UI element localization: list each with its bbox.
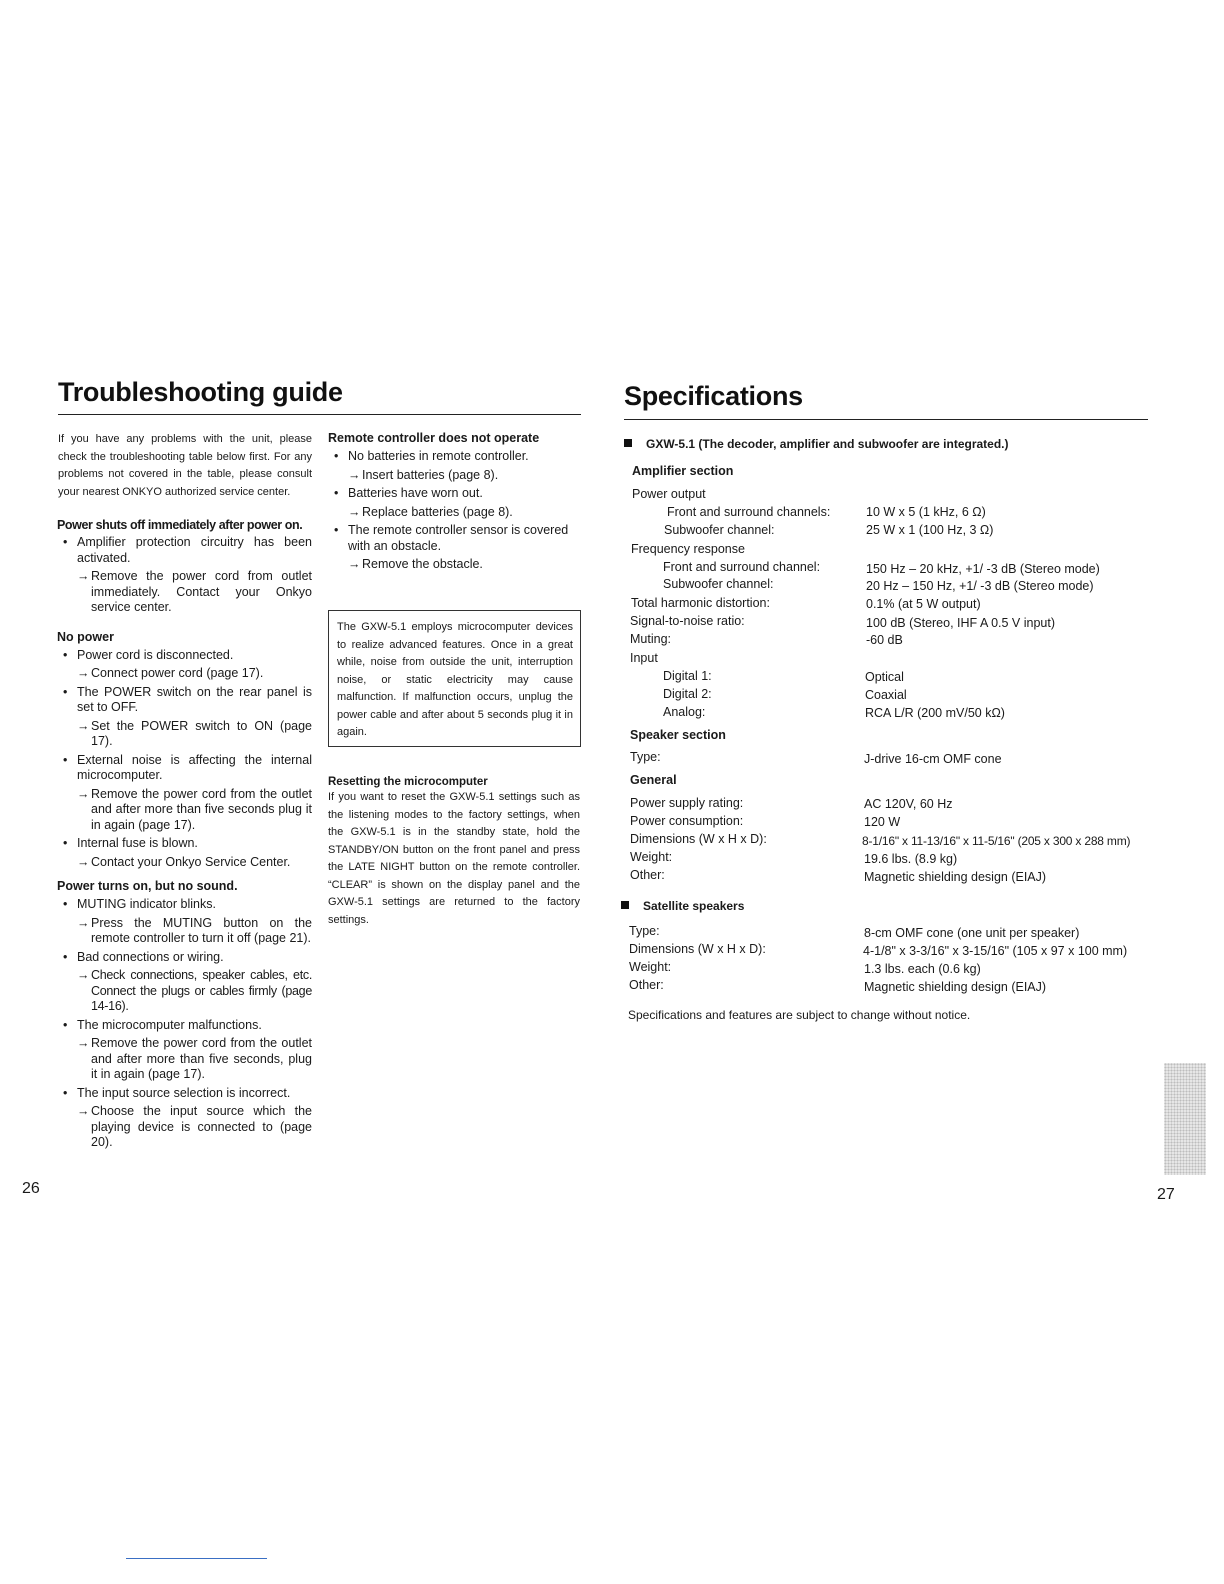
remedy-item [57,855,312,871]
problem-item: • The POWER switch on the rear panel is set to OFF. [57,685,312,716]
remedy-text: Contact your Onkyo Service Center. [91,854,291,869]
digital1-value: Optical [865,670,904,684]
freq-sub-value: 20 Hz – 150 Hz, +1/ -3 dB (Stereo mode) [866,579,1094,593]
speaker-section-heading: Speaker section [630,728,726,742]
general-section-heading: General [630,773,677,787]
freq-sub-label: Subwoofer channel: [663,577,774,591]
arrow-icon: → [77,854,90,869]
problem-item: • MUTING indicator blinks. [57,897,312,913]
sat-other-label: Other: [629,978,664,992]
snr-value: 100 dB (Stereo, IHF A 0.5 V input) [866,616,1055,630]
section-heading: Power turns on, but no sound. [57,879,238,893]
dimensions-label: Dimensions (W x H x D): [630,832,767,846]
bottom-accent-line [126,1558,267,1559]
remedy-text: Remove the obstacle. [362,557,483,571]
arrow-icon: → [77,569,90,583]
reset-section [328,776,580,929]
sat-type-label: Type: [629,924,660,938]
model-heading [624,436,1009,452]
other-label: Other: [630,868,665,882]
reset-heading: Resetting the microcomputer [328,776,488,788]
remedy-item [57,968,312,1015]
arrow-icon: → [77,968,90,982]
remedy-text: Remove the power cord from the outlet and after more than five seconds plug it in again (page 17). [91,786,312,832]
troubleshooting-intro: If you have any problems with the unit, please check the troubleshooting table below first. For any problems not covered in the table, please consult your nearest ONKYO authorized service center. [58,433,312,498]
sat-dimensions-label: Dimensions (W x H x D): [629,942,766,956]
thd-label: Total harmonic distortion: [631,596,770,610]
speaker-type-label: Type: [630,750,661,764]
analog-label: Analog: [663,705,706,719]
page-edge-tab-shading [1164,1063,1206,1175]
satellite-heading-text: Satellite speakers [643,899,745,913]
remedy-text: Check connections, speaker cables, etc. Connect the plugs or cables firmly (page 14-16). [91,968,312,1013]
page-number-right: 27 [1157,1186,1175,1203]
section-no-power [57,630,312,871]
digital2-value: Coaxial [865,688,907,702]
problem-item: • Power cord is disconnected. [57,648,312,664]
problem-item: • The remote controller sensor is covered with an obstacle. [328,523,582,554]
arrow-icon: → [77,1104,90,1118]
remedy-item [328,557,582,573]
power-supply-label: Power supply rating: [630,796,744,810]
sat-type-value: 8-cm OMF cone (one unit per speaker) [864,926,1080,940]
satellite-heading [621,898,744,914]
specifications-footnote: Specifications and features are subject to change without notice. [628,1008,971,1022]
remedy-text: Remove the power cord from the outlet and after more than five seconds, plug it in again (page 17). [91,1036,312,1081]
power-consumption-value: 120 W [864,815,901,829]
remedy-text: Insert batteries (page 8). [362,467,499,482]
digital2-label: Digital 2: [663,687,712,701]
digital1-label: Digital 1: [663,669,712,683]
weight-label: Weight: [630,850,673,864]
speaker-type-value: J-drive 16-cm OMF cone [864,752,1002,766]
square-bullet-icon [624,439,632,447]
weight-value: 19.6 lbs. (8.9 kg) [864,852,958,866]
arrow-icon: → [348,467,361,482]
freq-front-label: Front and surround channel: [663,560,821,574]
sat-weight-label: Weight: [629,960,672,974]
thd-value: 0.1% (at 5 W output) [866,597,981,611]
remedy-item [57,666,312,682]
remedy-text: Choose the input source which the playing device is connected to (page 20). [91,1104,312,1149]
arrow-icon: → [77,786,90,801]
analog-value: RCA L/R (200 mV/50 kΩ) [865,706,1005,720]
power-output-label: Power output [632,487,706,501]
subwoofer-value: 25 W x 1 (100 Hz, 3 Ω) [866,523,994,537]
arrow-icon: → [348,557,361,571]
model-heading-text: GXW-5.1 (The decoder, amplifier and subwoofer are integrated.) [646,437,1009,451]
remedy-text: Press the MUTING button on the remote controller to turn it off (page 21). [91,915,312,945]
muting-label: Muting: [630,632,671,646]
troubleshooting-title: Troubleshooting guide [58,377,343,407]
remedy-item [57,719,312,750]
problem-item: • Batteries have worn out. [328,486,582,502]
problem-item: • External noise is affecting the internal microcomputer. [57,753,312,784]
troubleshooting-column-2 [328,431,582,573]
remedy-item [57,1036,312,1083]
arrow-icon: → [77,1036,90,1050]
muting-value: -60 dB [866,633,903,647]
microcomputer-note-box: The GXW-5.1 employs microcomputer devices to realize advanced features. Once in a great while, noise from outside the unit, interruption noise, or static electricity may cause malfunction. If malfunction occurs, unplug the power cable and after about 5 seconds plug it in again. [328,610,581,747]
remedy-text: Set the POWER switch to ON (page 17). [91,718,312,748]
problem-item: • The input source selection is incorrect. [57,1086,312,1102]
remedy-text: Replace batteries (page 8). [362,504,513,519]
remedy-text: Remove the power cord from outlet immediately. Contact your Onkyo service center. [91,569,312,614]
remedy-item [57,916,312,947]
other-value: Magnetic shielding design (EIAJ) [864,870,1047,884]
page-number-left: 26 [22,1180,40,1197]
problem-item: • The microcomputer malfunctions. [57,1018,312,1034]
remedy-item [57,1104,312,1151]
snr-label: Signal-to-noise ratio: [630,614,745,628]
freq-front-value: 150 Hz – 20 kHz, +1/ -3 dB (Stereo mode) [866,562,1100,576]
remedy-item [57,787,312,834]
front-surround-value: 10 W x 5 (1 kHz, 6 Ω) [866,505,986,519]
subwoofer-label: Subwoofer channel: [664,523,775,537]
section-heading: Power shuts off immediately after power on. [57,518,303,532]
arrow-icon: → [348,504,361,519]
dimensions-value: 8-1/16" x 11-13/16" x 11-5/16" (205 x 300 x 288 mm) [862,834,1131,848]
input-label: Input [630,651,658,665]
problem-item: • Internal fuse is blown. [57,836,312,852]
sat-other-value: Magnetic shielding design (EIAJ) [864,980,1047,994]
section-heading: No power [57,629,114,644]
remedy-text: Connect power cord (page 17). [91,666,264,680]
remedy-item [57,569,312,616]
power-supply-value: AC 120V, 60 Hz [864,797,953,811]
frequency-response-label: Frequency response [631,542,745,556]
amplifier-section-heading: Amplifier section [632,464,734,478]
arrow-icon: → [77,718,90,733]
remedy-item [328,505,582,521]
arrow-icon: → [77,915,90,930]
problem-item: • Amplifier protection circuitry has been activated. [57,535,312,566]
specifications-title: Specifications [624,381,803,411]
square-bullet-icon [621,901,629,909]
power-consumption-label: Power consumption: [630,814,744,828]
problem-item: • Bad connections or wiring. [57,950,312,966]
remedy-item [328,468,582,484]
front-surround-label: Front and surround channels: [667,505,831,519]
remote-heading: Remote controller does not operate [328,431,540,445]
section-no-sound [57,879,312,1151]
troubleshooting-title-rule [58,414,581,415]
reset-text: If you want to reset the GXW-5.1 settings such as the listening modes to the factory settings, when the GXW-5.1 is in the standby state, hold the STANDBY/ON button on the front panel and press the LATE NIGHT button on the remote controller. “CLEAR” is shown on the display panel and the GXW-5.1 settings are returned to the factory settings. [328,791,580,926]
sat-dimensions-value: 4-1/8" x 3-3/16" x 3-15/16" (105 x 97 x 100 mm) [863,944,1128,958]
arrow-icon: → [77,666,90,680]
specifications-title-rule [624,419,1148,420]
troubleshooting-column-1 [57,431,312,1151]
section-power-shuts-off [57,518,312,616]
sat-weight-value: 1.3 lbs. each (0.6 kg) [864,962,981,976]
problem-item: • No batteries in remote controller. [328,449,582,465]
